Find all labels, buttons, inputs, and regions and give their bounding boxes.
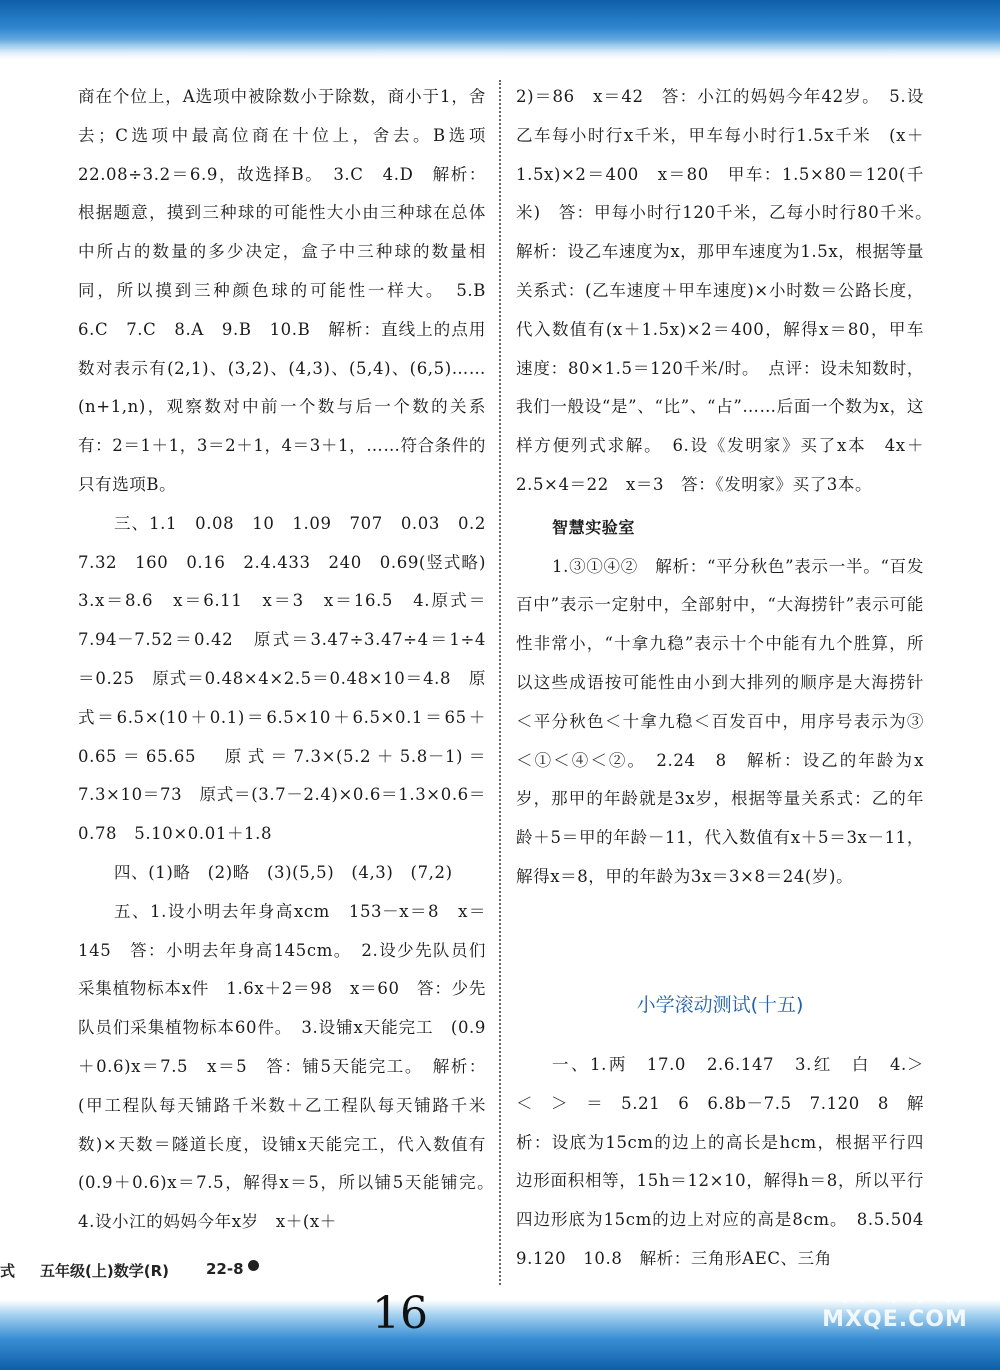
page-footer: [0, 1260, 480, 1284]
footer-fragment: 式: [0, 1262, 16, 1280]
watermark-logo: 答案圈: [834, 1264, 955, 1308]
answer-paragraph: 四、(1)略 (2)略 (3)(5,5) (4,3) (7,2): [114, 862, 453, 882]
left-answer-column: [78, 78, 504, 1242]
watermark: [810, 1265, 980, 1332]
answer-paragraph: 三、1.1 0.08 10 1.09 707 0.03 0.2 7.32 160 0.16 2.4.433 240 0.69(竖式略) 3.x＝8.6 x＝6.11 x＝3 x＝16.5 4.原式＝7.94－7.52＝0.42 原式＝3.47÷3.47÷4＝1÷4＝0.25 原式＝0.48×4×2.5＝0.48×10＝4.8 原式＝6.5×(10＋0.1)＝6.5×10＋6.5×0.1＝65＋0.65＝65.65 原式＝7.3×(5.2＋5.8－1)＝7.3×10＝73 原式＝(3.7－2.4)×0.6＝1.3×0.6＝0.78 5.10×0.01＋1.8: [78, 513, 504, 844]
watermark-url: MXQE.COM: [822, 1307, 968, 1332]
answer-paragraph: 1.③①④② 解析：“平分秋色”表示一半。“百发百中”表示一定射中，全部射中，“大海捞针”表示可能性非常小，“十拿九稳”表示十个中能有九个胜算，所以这些成语按可能性由小到大排列的顺序是大海捞针＜平分秋色＜十拿九稳＜百发百中，用序号表示为③＜①＜④＜②。 2.24 8 解析：设乙的年龄为x岁，那甲的年龄就是3x岁，根据等量关系式：乙的年龄＋5＝甲的年龄－11，代入数值有x＋5＝3x－11，解得x＝8，甲的年龄为3x＝3×8＝24(岁)。: [516, 556, 924, 886]
answer-paragraph: 商在个位上，A选项中被除数小于除数，商小于1，舍去；C选项中最高位商在十位上，舍去。B选项22.08÷3.2＝6.9，故选择B。 3.C 4.D 解析：根据题意，摸到三种球的可能性大小由三种球在总体中所占的数量的多少决定，盒子中三种球的数量相同，所以摸到三种颜色球的可能性一样大。 5.B 6.C 7.C 8.A 9.B 10.B 解析：直线上的点用数对表示有(2,1)、(3,2)、(4,3)、(5,4)、(6,5)……(n+1,n)，观察数对中前一个数与后一个数的关系有：2＝1＋1，3＝2＋1，4＝3＋1，……符合条件的只有选项B。: [78, 87, 504, 494]
bullet-dot-icon: [248, 1260, 259, 1271]
answer-paragraph: 2)＝86 x＝42 答：小江的妈妈今年42岁。 5.设乙车每小时行x千米，甲车每小时行1.5x千米 (x＋1.5x)×2＝400 x＝80 甲车：1.5×80＝120(千米) 答：甲每小时行120千米，乙每小时行80千米。 解析：设乙车速度为x，那甲车速度为1.5x，根据等量关系式：(乙车速度＋甲车速度)×小时数＝公路长度，代入数值有(x＋1.5x)×2＝400，解得x＝80，甲车速度：80×1.5＝120千米/时。 点评：设未知数时，我们一般设“是”、“比”、“占”……后面一个数为x，这样方便列式求解。 6.设《发明家》买了x本 4x＋2.5×4＝22 x＝3 答：《发明家》买了3本。: [516, 87, 942, 494]
test-answer-column: [516, 1046, 942, 1279]
answer-paragraph: 五、1.设小明去年身高xcm 153－x＝8 x＝145 答：小明去年身高145cm。 2.设少先队员们采集植物标本x件 1.6x＋2＝98 x＝60 答：少先队员们采集植物标本60件。 3.设铺x天能完工 (0.9＋0.6)x＝7.5 x＝5 答：铺5天能完工。 解析：(甲工程队每天铺路千米数＋乙工程队每天铺路千米数)×天数＝隧道长度，设铺x天能完工，代入数值有(0.9＋0.6)x＝7.5，解得x＝5，所以铺5天能铺完。 4.设小江的妈妈今年x岁 x＋(x＋: [78, 901, 504, 1232]
section-heading-wisdom-lab: 智慧实验室: [552, 517, 636, 537]
page-number: 16: [372, 1288, 428, 1339]
right-answer-column: [516, 78, 942, 897]
footer-grade-subject: 五年级(上)数学(R): [40, 1262, 169, 1280]
answer-paragraph: 一、1.两 17.0 2.6.147 3.红 白 4.＞ ＜ ＞ ＝ 5.21 6 6.8b－7.5 7.120 8 解析：设底为15cm的边上的高长是hcm，根据平行四边形面积相等，15h＝12×10，解得h＝8，所以平行四边形底为15cm的边上对应的高是8cm。 8.5.504 9.120 10.8 解析：三角形AEC、三角: [516, 1055, 942, 1268]
footer-code: [206, 1260, 244, 1278]
column-divider: [499, 80, 501, 1285]
footer-code-text: 22-8: [206, 1260, 244, 1278]
test-title: 小学滚动测试(十五): [636, 994, 804, 1016]
top-decorative-band: [0, 0, 1000, 62]
